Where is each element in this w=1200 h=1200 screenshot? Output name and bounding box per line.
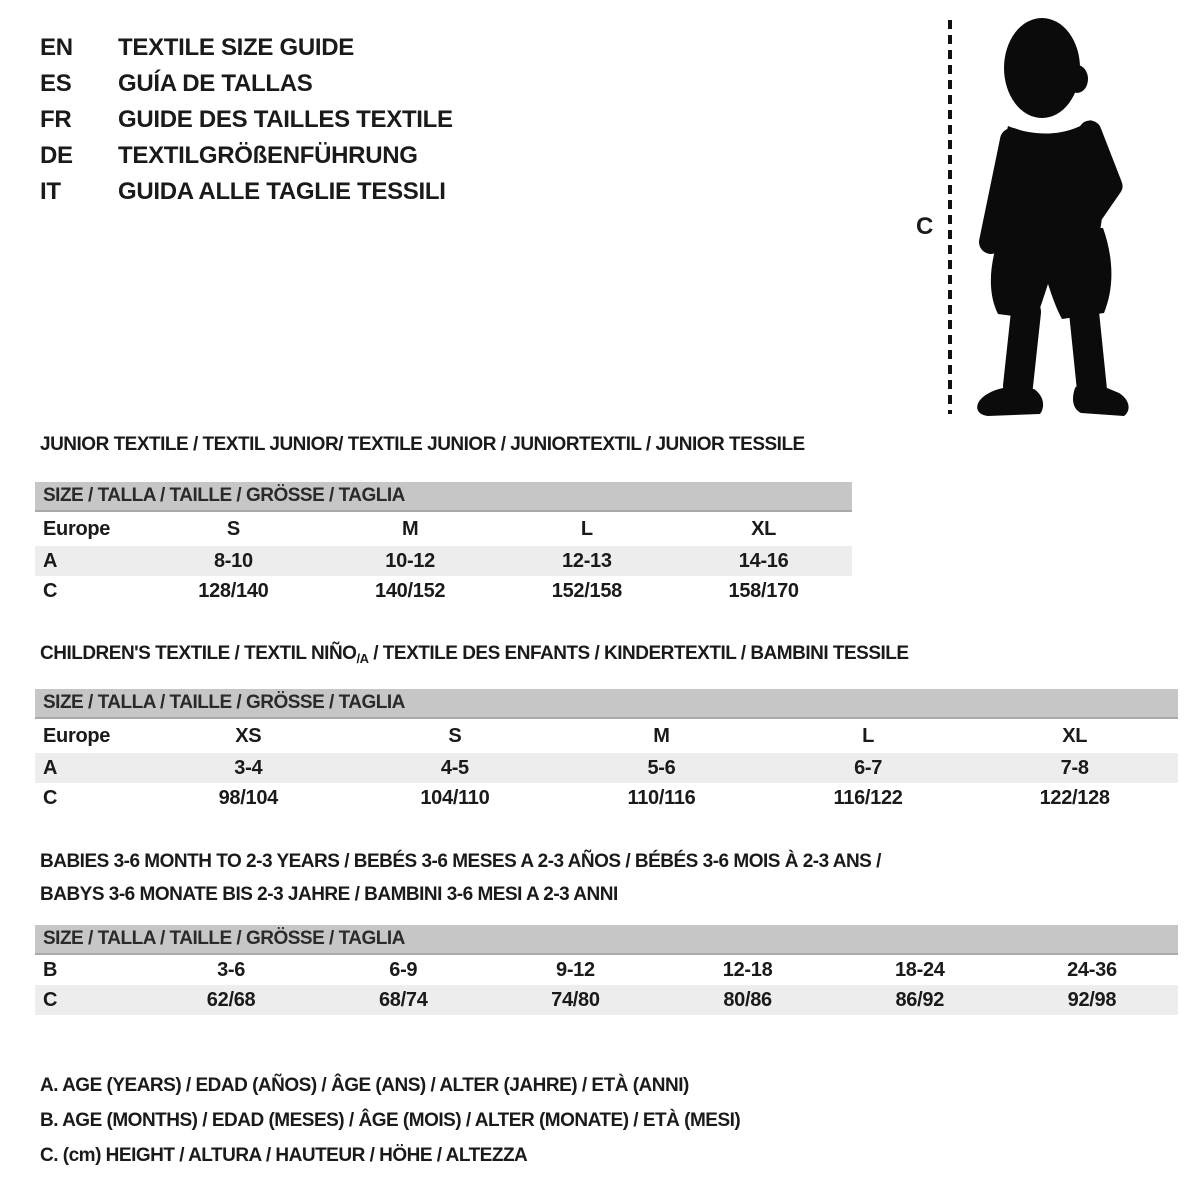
toddler-silhouette [977,18,1128,416]
children-header-l: L [862,724,875,747]
measure-legend [40,1068,740,1173]
children-header-xl: XL [1062,724,1088,747]
cell: 9-12 [556,958,595,981]
cell: 5-6 [647,756,676,779]
junior-header-europe: Europe [43,517,111,540]
cell: 6-7 [854,756,883,779]
babies-size-bar: SIZE / TALLA / TAILLE / GRÖSSE / TAGLIA [35,925,1178,955]
children-header-m: M [653,724,670,747]
children-header-row [35,719,1178,753]
cell: 92/98 [1067,988,1117,1011]
junior-row-height [35,576,852,606]
guide-title-it: GUIDA ALLE TAGLIE TESSILI [118,178,446,205]
row-label: C [43,786,58,809]
cell: 140/152 [375,579,446,602]
toddler-silhouette-illustration [946,16,1137,418]
babies-section-title-line1: BABIES 3-6 MONTH TO 2-3 YEARS / BEBÉS 3-6 MESES A 2-3 AÑOS / BÉBÉS 3-6 MOIS À 2-3 ANS / [40,851,881,872]
children-row-age [35,753,1178,783]
children-row-height [35,783,1178,813]
guide-title-en: TEXTILE SIZE GUIDE [118,34,354,61]
row-label: A [43,756,58,779]
children-title-subscript: /A [356,651,369,666]
guide-title-es: GUÍA DE TALLAS [118,70,313,97]
cell: 4-5 [440,756,469,779]
children-section-title [40,643,909,670]
ear-shape [1066,65,1088,93]
language-row-es [40,66,453,102]
junior-row-age [35,546,852,576]
junior-header-xl: XL [751,517,777,540]
junior-header-row [35,512,852,546]
legend-line-c: C. (cm) HEIGHT / ALTURA / HAUTEUR / HÖHE / ALTEZZA [40,1144,528,1166]
children-size-table [35,689,1178,813]
cell: 152/158 [551,579,622,602]
cell: 110/116 [627,786,696,809]
cell: 74/80 [551,988,600,1011]
row-label: C [43,988,58,1011]
cell: 8-10 [213,549,253,572]
junior-section-title: JUNIOR TEXTILE / TEXTIL JUNIOR/ TEXTILE JUNIOR / JUNIORTEXTIL / JUNIOR TESSILE [40,434,805,455]
children-header-s: S [448,724,462,747]
junior-header-s: S [226,517,240,540]
cell: 80/86 [723,988,772,1011]
legend-line-b: B. AGE (MONTHS) / EDAD (MESES) / ÂGE (MOIS) / ALTER (MONATE) / ETÀ (MESI) [40,1109,741,1131]
cell: 104/110 [420,786,490,809]
cell: 62/68 [206,988,256,1011]
guide-title-de: TEXTILGRÖßENFÜHRUNG [118,142,418,169]
language-code-en: EN [40,34,73,61]
cell: 6-9 [389,958,418,981]
language-code-de: DE [40,142,73,169]
cell: 18-24 [894,958,945,981]
cell: 3-6 [217,958,246,981]
language-code-it: IT [40,178,61,205]
cell: 128/140 [198,579,269,602]
row-label: A [43,549,58,572]
height-measure-label: C [916,213,934,240]
cell: 98/104 [218,786,278,809]
cell: 24-36 [1067,958,1117,981]
cell: 158/170 [728,579,799,602]
row-label: C [43,579,58,602]
children-title-prefix: CHILDREN'S TEXTILE / TEXTIL NIÑO [40,643,357,664]
legend-line-a: A. AGE (YEARS) / EDAD (AÑOS) / ÂGE (ANS) / ALTER (JAHRE) / ETÀ (ANNI) [40,1074,689,1096]
cell: 12-13 [562,549,612,572]
cell: 122/128 [1039,786,1110,809]
babies-row-months [35,955,1178,985]
children-size-bar: SIZE / TALLA / TAILLE / GRÖSSE / TAGLIA [35,689,1178,719]
language-row-en [40,30,453,66]
babies-section-title-line2: BABYS 3-6 MONATE BIS 2-3 JAHRE / BAMBINI 3-6 MESI A 2-3 ANNI [40,884,618,905]
cell: 14-16 [738,549,789,572]
babies-size-table [35,925,1178,1015]
cell: 86/92 [895,988,945,1011]
cell: 10-12 [385,549,435,572]
junior-header-m: M [401,517,419,540]
row-label: B [43,958,58,981]
language-title-list [40,30,453,210]
cell: 68/74 [378,988,428,1011]
children-header-xs: XS [235,724,262,747]
junior-size-table [35,482,852,606]
language-row-fr [40,102,453,138]
cell: 7-8 [1060,756,1089,779]
children-header-europe: Europe [43,724,111,747]
children-title-suffix: / TEXTILE DES ENFANTS / KINDERTEXTIL / BAMBINI TESSILE [368,643,909,664]
babies-row-height [35,985,1178,1015]
language-code-es: ES [40,70,72,97]
language-code-fr: FR [40,106,72,133]
junior-size-bar: SIZE / TALLA / TAILLE / GRÖSSE / TAGLIA [35,482,852,512]
cell: 116/122 [833,786,903,809]
language-row-it [40,174,453,210]
junior-header-l: L [580,517,593,540]
cell: 12-18 [722,958,773,981]
language-row-de [40,138,453,174]
guide-title-fr: GUIDE DES TAILLES TEXTILE [118,106,453,133]
cell: 3-4 [234,756,263,779]
